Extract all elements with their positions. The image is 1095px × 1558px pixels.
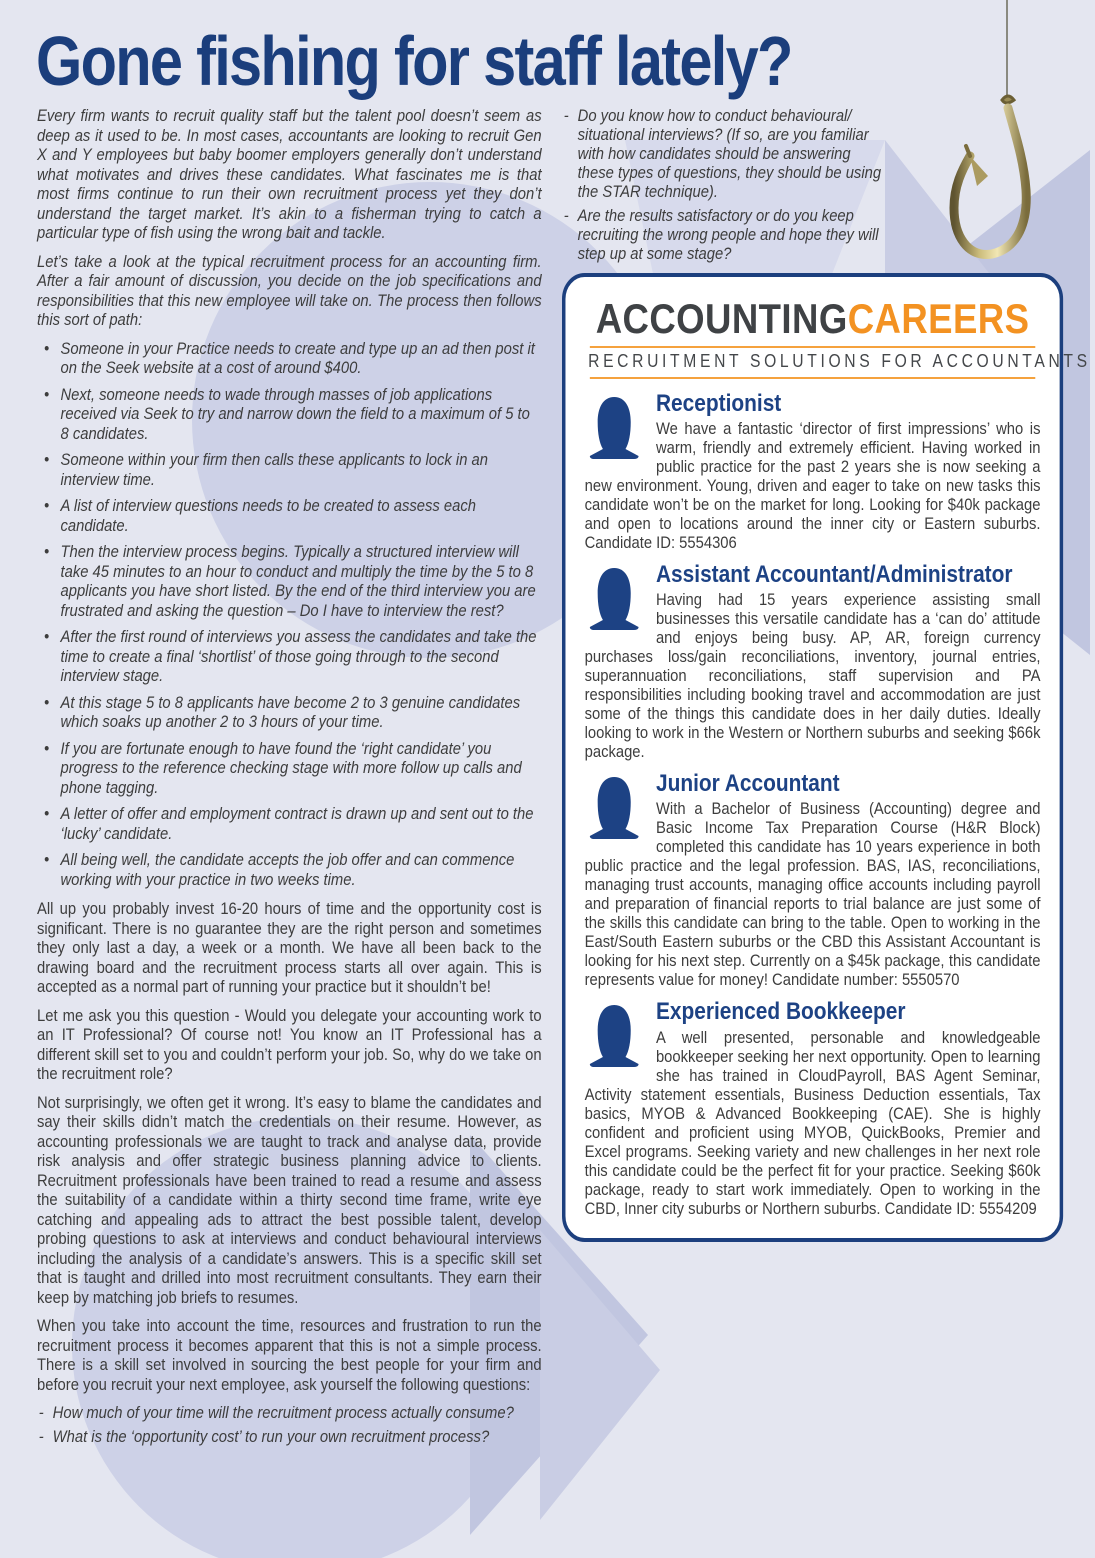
profile-title: Receptionist [655,389,782,417]
person-silhouette-icon [586,1003,642,1075]
recruitment-step: • Then the interview process begins. Typically a structured interview will take 45 minutes to an hour to conduct and multiply the time by the 5 to 8 applicants you have short listed. By the end of the third interview you are frustrated and asking the question – Do I have to interview the rest? [37,542,542,620]
logo-rule-bottom [590,377,1035,379]
right-column [562,106,1091,1242]
question-item: - How much of your time will the recruitment process actually consume? [37,1403,542,1422]
interview-questions-list [562,106,1063,263]
profile-title: Junior Accountant [655,770,840,798]
recruitment-step: • A list of interview questions needs to be created to assess each candidate. [37,496,542,535]
recruitment-step: • After the first round of interviews you assess the candidates and take the time to create a final ‘shortlist’ of those going through to the second interview stage. [37,627,542,686]
profile-title: Experienced Bookkeeper [655,998,906,1026]
intro-paragraphs [37,106,542,330]
recruitment-step: • All being well, the candidate accepts the job offer and can commence working with your practice in two weeks time. [37,850,542,889]
profile-text: With a Bachelor of Business (Accounting) degree and Basic Income Tax Preparation Course (H&R Block) completed this candidate has 10 years experience in both public practice and the legal profession. BAS, IAS, reconciliations, managing trust accounts, managing office accounts including payroll and preparation of financial reports to trial balance are just some of the skills this candidate can bring to the table. Open to working in the East/South Eastern suburbs or the CBD this Assistant Accountant is looking for his next step. Currently on a $45k package, this candidate represents value for money! Candidate number: 5550570 [584,799,1041,990]
recruitment-step: • At this stage 5 to 8 applicants have become 2 to 3 genuine candidates which soaks up another 2 to 3 hours of your time. [37,693,542,732]
candidate-profiles [585,391,1041,1218]
candidate-profile [585,391,1041,552]
person-silhouette-icon [586,395,642,467]
question-item: - Do you know how to conduct behavioural/ situational interviews? (If so, are you familiar with how candidates should be answering these types of questions, they should be using the STAR technique). [562,106,884,201]
intro-paragraph: Let’s take a look at the typical recruitment process for an accounting firm. After a fair amount of discussion, you decide on the job specifications and responsibilities that this new employee will take on. The process then follows this sort of path: [37,251,542,329]
candidate-profile [585,999,1041,1217]
recruitment-steps-list [37,339,542,890]
logo-tagline: RECRUITMENT SOLUTIONS FOR ACCOUNTANTS [588,351,1091,372]
body-paragraph: Let me ask you this question - Would you delegate your accounting work to an IT Professional? Of course not! You know an IT Professional has a different skill set to you and couldn’t perform your job. So, why do we take on the recruitment role? [37,1005,542,1083]
logo-rule-top [590,346,1035,348]
logo-careers-text: CAREERS [847,295,1030,342]
recruitment-step: • Someone in your Practice needs to create and type up an ad then post it on the Seek website at a cost of around $400. [37,339,542,378]
body-paragraph: When you take into account the time, resources and frustration to run the recruitment process it becomes apparent that this is not a simple process. There is a skill set involved in sourcing the best people for your firm and before you recruit your next employee, ask yourself the following questions: [37,1316,542,1394]
accounting-careers-ad [562,273,1091,1242]
question-item: - What is the ‘opportunity cost’ to run your own recruitment process? [37,1427,542,1446]
logo-wordmark [588,297,1037,341]
person-silhouette-icon [586,775,642,847]
page-title: Gone fishing for staff lately? [36,22,792,100]
candidate-profile [585,771,1041,989]
left-column [37,106,542,1454]
intro-paragraph: Every firm wants to recruit quality staff but the talent pool doesn’t seem as deep as it used to be. In most cases, accountants are looking to recruit Gen X and Y employees but baby boomer employers generally don’t understand what motivates and drives these candidates. What fascinates me is that most firms continue to run their own recruitment process yet they don’t understand the target market. It’s akin to a fisherman trying to catch a particular type of fish using the wrong bait and tackle. [37,106,542,242]
profile-text: We have a fantastic ‘director of first impressions’ who is warm, friendly and extremely efficient. Having worked in public practice for the past 2 years she is now seeking a new environment. Young, driven and eager to take on new tasks this candidate won’t be on the market for long. Looking for $40k package and open to locations around the inner city or Eastern suburbs. Candidate ID: 5554306 [584,419,1041,553]
body-paragraph: Not surprisingly, we often get it wrong. It’s easy to blame the candidates and say their skills didn’t match the credentials on their resume. However, as accounting professionals we are taught to track and analyse data, provide risk analysis and offer strategic business planning advice to clients. Recruitment professionals have been trained to read a resume and assess the suitability of a candidate within a thirty second time frame, write eye catching and appealing ads to attract the best possible talent, develop probing questions to ask at interviews and conduct behavioural interviews including the analysis of a candidate’s answers. This is a specific skill set that is taught and drilled into most recruitment consultants. They earn their keep by matching job briefs to resumes. [37,1092,542,1307]
recruitment-step: • If you are fortunate enough to have found the ‘right candidate’ you progress to the reference checking stage with more follow up calls and phone tagging. [37,739,542,798]
person-silhouette-icon [586,566,642,638]
candidate-profile [585,562,1041,761]
recruitment-step: • Next, someone needs to wade through masses of job applications received via Seek to try and narrow down the field to a maximum of 5 to 8 candidates. [37,385,542,444]
recruitment-step: • A letter of offer and employment contract is drawn up and sent out to the ‘lucky’ candidate. [37,804,542,843]
profile-title: Assistant Accountant/Administrator [655,561,1013,589]
recruitment-step: • Someone within your firm then calls these applicants to lock in an interview time. [37,450,542,489]
body-paragraph: All up you probably invest 16-20 hours of time and the opportunity cost is significant. There is no guarantee they are the right person and sometimes they only last a day, a week or a month. We have all been back to the drawing board and the recruitment process starts all over again. This is accepted as a normal part of running your practice but it shouldn’t be! [37,899,542,996]
profile-text: A well presented, personable and knowledgeable bookkeeper seeking her next opportunity. Open to learning she has trained in CloudPayroll, BAS Agent Seminar, Activity statement essentials, Business Deduction essentials, Tax basics, MYOB & Advanced Bookkeeping (CAE). She is highly confident and proficient using MYOB, QuickBooks, Premier and Excel programs. Seeking variety and new challenges in her next role this candidate could be the perfect fit for your practice. Seeking $60k package, ready to start work immediately. Open to working in the CBD, Inner city suburbs or Northern suburbs. Candidate ID: 5554209 [584,1027,1041,1218]
self-check-questions-list [37,1403,542,1446]
profile-text: Having had 15 years experience assisting small businesses this versatile candidate has a ‘can do’ attitude and enjoys being busy. AP, AR, foreign currency purchases loss/gain reconciliations, inventory, journal entries, superannuation reconciliations, staff supervision and PA responsibilities including booking travel and accommodation are just some of the things this candidate does in her daily duties. Ideally looking to work in the Western or Northern suburbs and seeking $66k package. [584,590,1041,762]
logo-accounting-text: ACCOUNTING [595,295,848,342]
accounting-careers-logo [588,295,1091,379]
body-paragraphs [37,899,542,1394]
question-item: - Are the results satisfactory or do you keep recruiting the wrong people and hope they will step up at some stage? [562,206,884,263]
